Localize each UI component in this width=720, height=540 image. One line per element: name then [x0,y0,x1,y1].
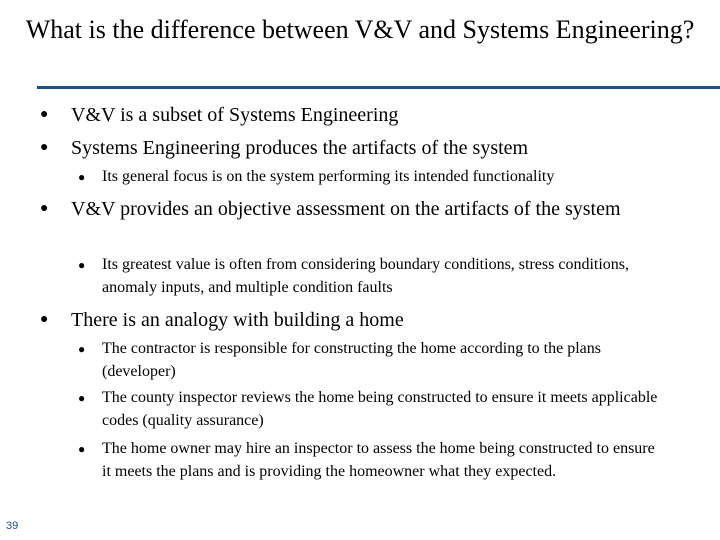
bullet-text: Its greatest value is often from considering boundary conditions, stress conditions, anomaly inputs, and multiple condition faults [102,256,630,296]
bullet-item [40,136,680,160]
bullet-item [40,308,680,332]
bullet-text: The contractor is responsible for constructing the home according to the plans (developer) [102,340,601,380]
bullet-item [40,103,680,127]
bullet-text: The home owner may hire an inspector to assess the home being constructed to ensure it meets the plans and is providing the homeowner what they expected. [102,440,655,480]
bullet-marker: ● [40,140,49,155]
bullet-text: Its general focus is on the system performing its intended functionality [102,168,555,185]
bullet-marker: ● [78,258,86,272]
bullet-text: V&V provides an objective assessment on the artifacts of the system [71,198,621,220]
bullet-text: V&V is a subset of Systems Engineering [71,104,399,126]
bullet-marker: ● [78,342,86,356]
bullet-marker: ● [78,442,86,456]
bullet-marker: ● [78,170,86,184]
bullet-text: The county inspector reviews the home being constructed to ensure it meets applicable codes (quality assurance) [102,389,658,429]
sub-bullet-item [78,338,698,383]
sub-bullet-item [78,387,698,432]
sub-bullet-item [78,166,698,189]
bullet-marker: ● [40,201,49,216]
bullet-marker: ● [40,107,49,122]
sub-bullet-item [78,438,698,508]
bullet-text: Systems Engineering produces the artifacts of the system [71,137,529,159]
page-number: 39 [6,520,19,532]
bullet-item [40,197,680,247]
bullet-marker: ● [78,391,86,405]
sub-bullet-item [78,254,698,299]
bullet-text: There is an analogy with building a home [71,309,404,331]
bullet-marker: ● [40,312,49,327]
slide-title: What is the difference between V&V and Systems Engineering? [25,15,695,44]
